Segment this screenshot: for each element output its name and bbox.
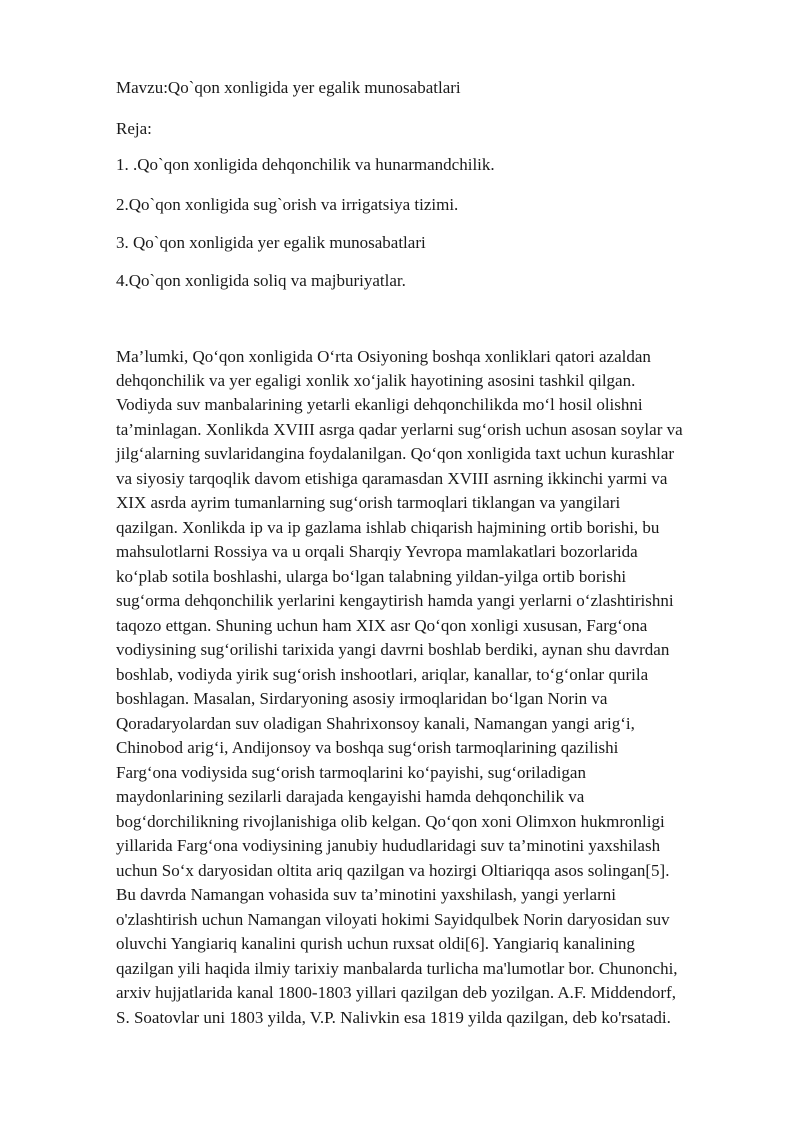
body-line: XIX asrda ayrim tumanlarning sug‘orish tarmoqlari tiklangan va yangilari bbox=[116, 493, 621, 512]
document-title: Mavzu:Qo`qon xonligida yer egalik munosabatlari bbox=[116, 78, 461, 97]
body-line: bog‘dorchilikning rivojlanishiga olib kelgan. Qo‘qon xoni Olimxon hukmronligi bbox=[116, 812, 665, 831]
body-line: boshlagan. Masalan, Sirdaryoning asosiy irmoqlaridan bo‘lgan Norin va bbox=[116, 689, 608, 708]
body-line: ta’minlagan. Xonlikda XVIII asrga qadar yerlarni sug‘orish uchun asosan soylar va bbox=[116, 420, 683, 439]
body-line: mahsulotlarni Rossiya va u orqali Sharqiy Yevropa mamlakatlari bozorlarida bbox=[116, 542, 638, 561]
body-line: Vodiyda suv manbalarining yetarli ekanligi dehqonchilikda mo‘l hosil olishni bbox=[116, 395, 643, 414]
plan-item: 2.Qo`qon xonligida sug`orish va irrigatsiya tizimi. bbox=[116, 195, 459, 214]
body-line: oluvchi Yangiariq kanalini qurish uchun ruxsat oldi[6]. Yangiariq kanalining bbox=[116, 934, 635, 953]
plan-heading: Reja: bbox=[116, 119, 152, 138]
body-line: jilg‘alarning suvlaridangina foydalanilgan. Qo‘qon xonligida taxt uchun kurashlar bbox=[116, 444, 675, 463]
body-line: va siyosiy tarqoqlik davom etishiga qaramasdan XVIII asrning ikkinchi yarmi va bbox=[116, 469, 668, 488]
body-line: o'zlashtirish uchun Namangan viloyati hokimi Sayidqulbek Norin daryosidan suv bbox=[116, 910, 670, 929]
body-line: Farg‘ona vodiysida sug‘orish tarmoqlarini ko‘payishi, sug‘oriladigan bbox=[116, 763, 586, 782]
body-line: sug‘orma dehqonchilik yerlarini kengaytirish hamda yangi yerlarni o‘zlashtirishni bbox=[116, 591, 674, 610]
body-line: taqozo ettgan. Shuning uchun ham XIX asr Qo‘qon xonligi xususan, Farg‘ona bbox=[116, 616, 648, 635]
body-line: S. Soatovlar uni 1803 yilda, V.P. Nalivkin esa 1819 yilda qazilgan, deb ko'rsatadi. bbox=[116, 1008, 671, 1027]
plan-item: 4.Qo`qon xonligida soliq va majburiyatlar. bbox=[116, 271, 406, 290]
plan-item: 3. Qo`qon xonligida yer egalik munosabatlari bbox=[116, 233, 426, 252]
body-line: Bu davrda Namangan vohasida suv ta’minotini yaxshilash, yangi yerlarni bbox=[116, 885, 616, 904]
body-line: Qoradaryolardan suv oladigan Shahrixonsoy kanali, Namangan yangi arig‘i, bbox=[116, 714, 635, 733]
body-line: dehqonchilik va yer egaligi xonlik xo‘jalik hayotining asosini tashkil qilgan. bbox=[116, 371, 636, 390]
body-line: arxiv hujjatlarida kanal 1800-1803 yillari qazilgan deb yozilgan. A.F. Middendorf, bbox=[116, 983, 676, 1002]
body-line: ko‘plab sotila boshlashi, ularga bo‘lgan talabning yildan-yilga ortib borishi bbox=[116, 567, 627, 586]
body-line: yillarida Farg‘ona vodiysining janubiy hududlaridagi suv ta’minotini yaxshilash bbox=[116, 836, 661, 855]
body-line: Ma’lumki, Qo‘qon xonligida O‘rta Osiyoning boshqa xonliklari qatori azaldan bbox=[116, 347, 651, 366]
body-line: maydonlarining sezilarli darajada kengayishi hamda dehqonchilik va bbox=[116, 787, 585, 806]
body-line: qazilgan. Xonlikda ip va ip gazlama ishlab chiqarish hajmining ortib borishi, bu bbox=[116, 518, 660, 537]
body-line: uchun So‘x daryosidan oltita ariq qazilgan va hozirgi Oltiariqqa asos solingan[5]. bbox=[116, 861, 670, 880]
body-line: boshlab, vodiyda yirik sug‘orish inshootlari, ariqlar, kanallar, to‘g‘onlar qurila bbox=[116, 665, 649, 684]
body-line: qazilgan yili haqida ilmiy tarixiy manbalarda turlicha ma'lumotlar bor. Chunonchi, bbox=[116, 959, 678, 978]
body-line: vodiysining sug‘orilishi tarixida yangi davrni boshlab berdiki, aynan shu davrdan bbox=[116, 640, 670, 659]
body-line: Chinobod arig‘i, Andijonsoy va boshqa sug‘orish tarmoqlarining qazilishi bbox=[116, 738, 619, 757]
plan-item: 1. .Qo`qon xonligida dehqonchilik va hunarmandchilik. bbox=[116, 155, 495, 174]
